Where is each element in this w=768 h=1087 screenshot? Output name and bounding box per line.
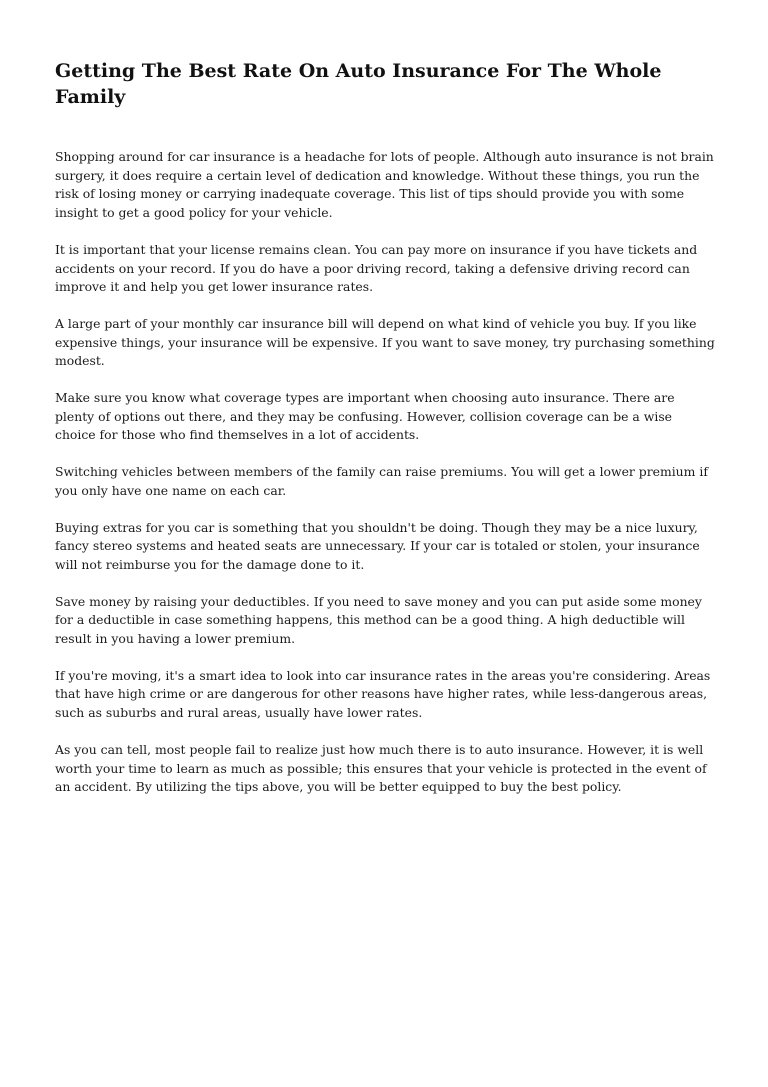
paragraph: As you can tell, most people fail to realize just how much there is to auto insurance. However, it is well worth your time to learn as much as possible; this ensures that your vehicle is protected in the event of an accident. By utilizing the tips above, you will be better equipped to buy the best policy. [55, 741, 707, 795]
paragraph: Make sure you know what coverage types are important when choosing auto insurance. There are plenty of options out there, and they may be confusing. However, collision coverage can be a wise choice for those who find themselves in a lot of accidents. [55, 390, 675, 443]
paragraph: Save money by raising your deductibles. If you need to save money and you can put aside some money for a deductible in case something happens, this method can be a good thing. A high deductible will result in you having a lower premium. [55, 593, 702, 647]
document-title: Getting The Best Rate On Auto Insurance For The Whole Family [55, 60, 662, 108]
paragraph: Switching vehicles between members of the family can raise premiums. You will get a lower premium if you only have one name on each car. [55, 464, 708, 498]
document-page [55, 58, 715, 815]
paragraph: A large part of your monthly car insurance bill will depend on what kind of vehicle you buy. If you like expensive things, your insurance will be expensive. If you want to save money, try purchasing something modest. [55, 315, 715, 369]
paragraph: Buying extras for you car is something that you shouldn't be doing. Though they may be a nice luxury, fancy stereo systems and heated seats are unnecessary. If your car is totaled or stolen, your insurance will not reimburse you for the damage done to it. [55, 519, 700, 572]
document-body [55, 148, 715, 797]
paragraph: If you're moving, it's a smart idea to look into car insurance rates in the areas you're considering. Areas that have high crime or are dangerous for other reasons have higher rates, while less-dangerous areas, such as suburbs and rural areas, usually have lower rates. [55, 667, 711, 721]
paragraph: Shopping around for car insurance is a headache for lots of people. Although auto insurance is not brain surgery, it does require a certain level of dedication and knowledge. Without these things, you run the risk of losing money or carrying inadequate coverage. This list of tips should provide you with some insight to get a good policy for your vehicle. [55, 149, 714, 221]
paragraph: It is important that your license remains clean. You can pay more on insurance if you have tickets and accidents on your record. If you do have a poor driving record, taking a defensive driving record can improve it and help you get lower insurance rates. [55, 241, 698, 295]
